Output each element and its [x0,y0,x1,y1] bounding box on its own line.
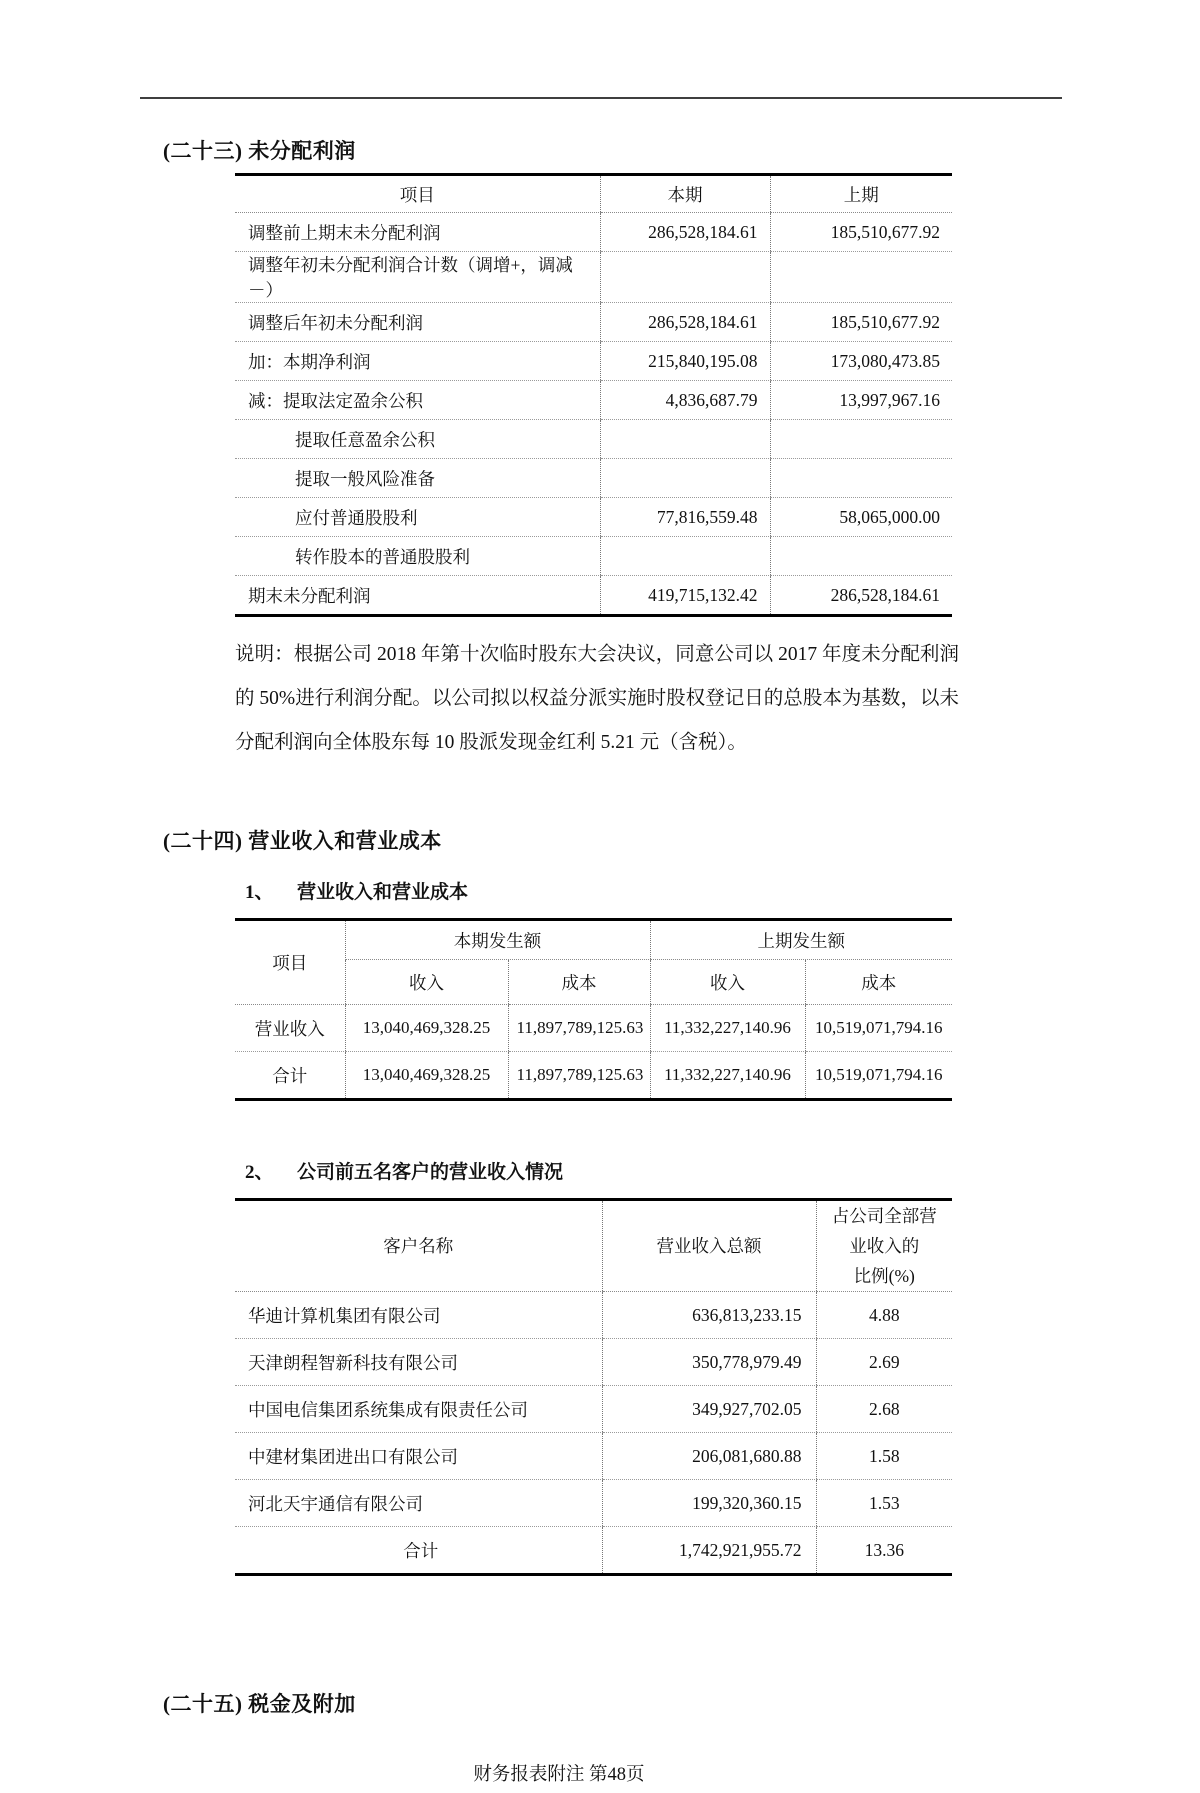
row-label: 转作股本的普通股股利 [235,537,600,576]
customer-name: 天津朗程智新科技有限公司 [235,1339,602,1386]
row-label: 调整年初未分配利润合计数（调增+，调减－） [235,252,600,303]
prior-value: 173,080,473.85 [770,342,952,381]
note-paragraph: 说明：根据公司 2018 年第十次临时股东大会决议，同意公司以 2017 年度未分配利润的 50%进行利润分配。以公司拟以权益分派实施时股权登记日的总股本为基数，以未分配利润向全体股东每 10 股派发现金红利 5.21 元（含税）。 [235,644,959,753]
ratio-value: 2.68 [816,1386,952,1433]
prior-value [770,252,952,303]
ratio-value: 2.69 [816,1339,952,1386]
group-header-prior: 上期发生额 [650,920,952,960]
row-label: 应付普通股股利 [235,498,600,537]
col-header-ratio-line2: 比例(%) [853,1266,915,1286]
row-label: 合计 [272,1065,308,1086]
revenue-value: 349,927,702.05 [602,1386,816,1433]
col-header-item: 项目 [235,175,600,213]
current-cost-value: 11,897,789,125.63 [508,1052,650,1100]
table-row [235,459,952,498]
current-value: 419,715,132.42 [600,576,770,616]
col-header-prior: 上期 [770,175,952,213]
current-value: 4,836,687.79 [600,381,770,420]
current-value: 77,816,559.48 [600,498,770,537]
col-header-income-current: 收入 [345,960,508,1005]
table-row [235,576,952,616]
table-row [235,252,952,303]
customer-name: 河北天宇通信有限公司 [235,1480,602,1527]
subsection-1-label: 营业收入和营业成本 [297,882,469,903]
current-income-value: 13,040,469,328.25 [345,1005,508,1052]
total-label: 合计 [403,1540,439,1561]
row-label: 期末未分配利润 [248,585,371,606]
prior-value: 13,997,967.16 [770,381,952,420]
current-value [600,252,770,303]
section-23-title: (二十三) 未分配利润 [163,139,356,163]
col-header-ratio-line1: 占公司全部营业收入的 [831,1206,937,1256]
subsection-1-title [245,877,1200,904]
table-group-header-row [235,920,952,960]
prior-cost-value: 10,519,071,794.16 [805,1052,952,1100]
page-footer: 财务报表附注 第48页 [473,1765,645,1785]
table-row [235,420,952,459]
table-row [235,381,952,420]
table-row [235,1433,952,1480]
current-value [600,459,770,498]
current-value: 286,528,184.61 [600,303,770,342]
prior-value: 286,528,184.61 [770,576,952,616]
row-label: 加：本期净利润 [235,342,600,381]
revenue-cost-table [235,918,952,1101]
table-row [235,1052,952,1100]
table-header-row [235,175,952,213]
prior-value: 185,510,677.92 [770,213,952,252]
revenue-value: 199,320,360.15 [602,1480,816,1527]
table-row [235,537,952,576]
section-25-title: (二十五) 税金及附加 [163,1692,356,1716]
table-row [235,342,952,381]
table-row [235,498,952,537]
customer-name: 中国电信集团系统集成有限责任公司 [235,1386,602,1433]
total-revenue-value: 1,742,921,955.72 [602,1527,816,1575]
col-header-revenue: 营业收入总额 [602,1200,816,1292]
col-header-customer: 客户名称 [235,1200,602,1292]
revenue-value: 350,778,979.49 [602,1339,816,1386]
prior-value: 185,510,677.92 [770,303,952,342]
current-value: 286,528,184.61 [600,213,770,252]
undistributed-profit-table [235,173,952,617]
prior-value [770,459,952,498]
current-value [600,537,770,576]
col-header-item: 项目 [235,920,345,1005]
section-24-title: (二十四) 营业收入和营业成本 [163,829,442,853]
table-row [235,1386,952,1433]
current-value [600,420,770,459]
ratio-value: 4.88 [816,1292,952,1339]
ratio-value: 1.58 [816,1433,952,1480]
page-header-rule [140,97,1062,99]
prior-income-value: 11,332,227,140.96 [650,1052,805,1100]
ratio-value: 1.53 [816,1480,952,1527]
prior-cost-value: 10,519,071,794.16 [805,1005,952,1052]
row-label: 提取一般风险准备 [235,459,600,498]
row-label: 提取任意盈余公积 [235,420,600,459]
current-cost-value: 11,897,789,125.63 [508,1005,650,1052]
row-label: 减：提取法定盈余公积 [235,381,600,420]
prior-value [770,420,952,459]
subsection-2-label: 公司前五名客户的营业收入情况 [297,1162,564,1183]
group-header-current: 本期发生额 [345,920,650,960]
table-row [235,1480,952,1527]
table-row [235,213,952,252]
top-customers-table [235,1198,952,1576]
col-header-income-prior: 收入 [650,960,805,1005]
table-row [235,1339,952,1386]
col-header-ratio [816,1200,952,1292]
customer-name: 中建材集团进出口有限公司 [235,1433,602,1480]
prior-value: 58,065,000.00 [770,498,952,537]
col-header-cost-current: 成本 [508,960,650,1005]
row-label: 营业收入 [235,1005,345,1052]
revenue-value: 636,813,233.15 [602,1292,816,1339]
row-label: 调整后年初未分配利润 [235,303,600,342]
table-row [235,1292,952,1339]
subsection-2-title [245,1157,1200,1184]
col-header-current: 本期 [600,175,770,213]
prior-value [770,537,952,576]
prior-income-value: 11,332,227,140.96 [650,1005,805,1052]
table-row [235,1005,952,1052]
table-row [235,303,952,342]
current-income-value: 13,040,469,328.25 [345,1052,508,1100]
subsection-1-number: 1、 [245,882,274,903]
table-header-row [235,1200,952,1292]
total-ratio-value: 13.36 [816,1527,952,1575]
subsection-2-number: 2、 [245,1162,274,1183]
row-label: 调整前上期末未分配利润 [235,213,600,252]
table-row-total [235,1527,952,1575]
current-value: 215,840,195.08 [600,342,770,381]
col-header-cost-prior: 成本 [805,960,952,1005]
revenue-value: 206,081,680.88 [602,1433,816,1480]
customer-name: 华迪计算机集团有限公司 [235,1292,602,1339]
